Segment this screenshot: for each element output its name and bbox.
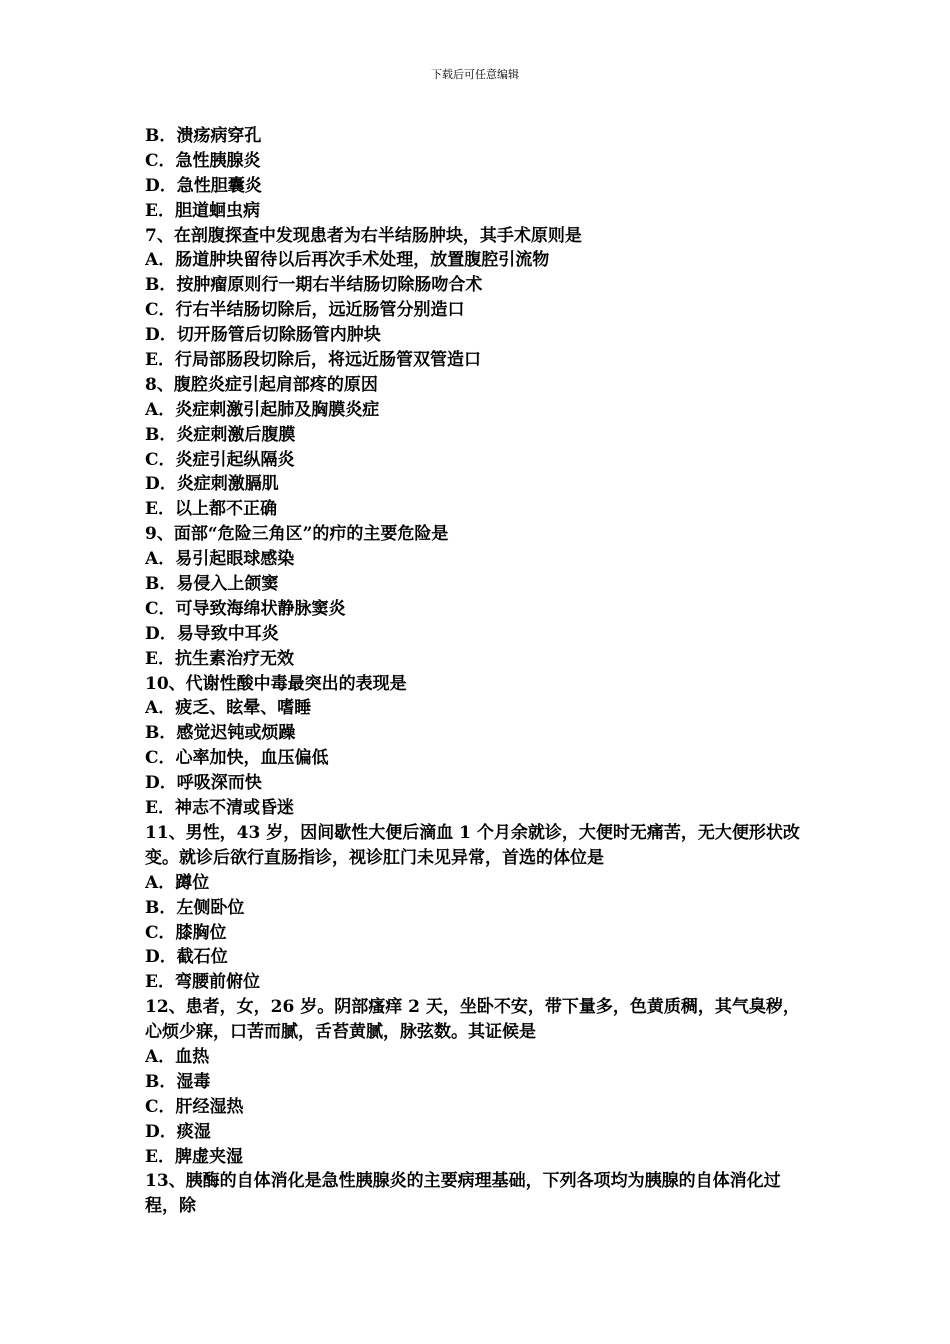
option-line: E．以上都不正确 [145,499,277,520]
option-line: E．弯腰前俯位 [145,972,260,993]
option-line: E．抗生素治疗无效 [145,648,294,669]
option-line: C．心率加快，血压偏低 [145,748,329,769]
question-line: 9、面部“危险三角区”的疖的主要危险是 [145,524,449,545]
option-line: E．神志不清或昏迷 [145,798,294,819]
option-line: D．急性胆囊炎 [145,175,262,196]
question-line: 8、腹腔炎症引起肩部疼的原因 [145,374,378,395]
option-line: D．呼吸深而快 [145,773,262,794]
option-line: B．按肿瘤原则行一期右半结肠切除肠吻合术 [145,275,483,296]
option-line: A．炎症刺激引起肺及胸膜炎症 [145,399,380,420]
option-line: C．可导致海绵状静脉窦炎 [145,598,346,619]
question-line: 12、患者，女，26 岁。阴部瘙痒 2 天，坐卧不安，带下量多，色黄质稠，其气臭秽，心烦少寐，口苦而腻，舌苔黄腻，脉弦数。其证候是 [145,997,800,1043]
document-body [145,124,810,1219]
option-line: E．脾虚夹湿 [145,1146,243,1167]
option-line: D．炎症刺激膈肌 [145,474,279,495]
question-line: 10、代谢性酸中毒最突出的表现是 [145,673,407,694]
option-line: A．蹲位 [145,872,210,893]
option-line: D．截石位 [145,947,228,968]
option-line: B．易侵入上颌窦 [145,574,279,595]
option-line: C．炎症引起纵隔炎 [145,449,295,470]
option-line: A．血热 [145,1047,210,1068]
option-line: C．行右半结肠切除后，远近肠管分别造口 [145,300,465,321]
option-line: E．行局部肠段切除后，将远近肠管双管造口 [145,350,481,371]
option-line: A．肠道肿块留待以后再次手术处理，放置腹腔引流物 [145,250,550,271]
question-line: 13、胰酶的自体消化是急性胰腺炎的主要病理基础，下列各项均为胰腺的自体消化过程，除 [145,1171,781,1217]
option-line: E．胆道蛔虫病 [145,200,260,221]
page-header: 下载后可任意编辑 [431,68,519,81]
option-line: B．炎症刺激后腹膜 [145,424,296,445]
option-line: C．肝经湿热 [145,1096,244,1117]
option-line: D．切开肠管后切除肠管内肿块 [145,325,381,346]
option-line: B．左侧卧位 [145,897,245,918]
option-line: D．易导致中耳炎 [145,623,279,644]
option-line: B．感觉迟钝或烦躁 [145,723,296,744]
question-line: 11、男性，43 岁，因间歇性大便后滴血 1 个月余就诊，大便时无痛苦，无大便形状改变。就诊后欲行直肠指诊，视诊肛门未见异常，首选的体位是 [145,822,800,868]
option-line: C．急性胰腺炎 [145,150,261,171]
option-line: D．痰湿 [145,1121,211,1142]
option-line: A．易引起眼球感染 [145,549,295,570]
option-line: B．湿毒 [145,1071,211,1092]
option-line: A．疲乏、眩晕、嗜睡 [145,698,312,719]
question-line: 7、在剖腹探查中发现患者为右半结肠肿块，其手术原则是 [145,225,582,246]
option-line: B．溃疡病穿孔 [145,126,262,146]
option-line: C．膝胸位 [145,922,227,943]
